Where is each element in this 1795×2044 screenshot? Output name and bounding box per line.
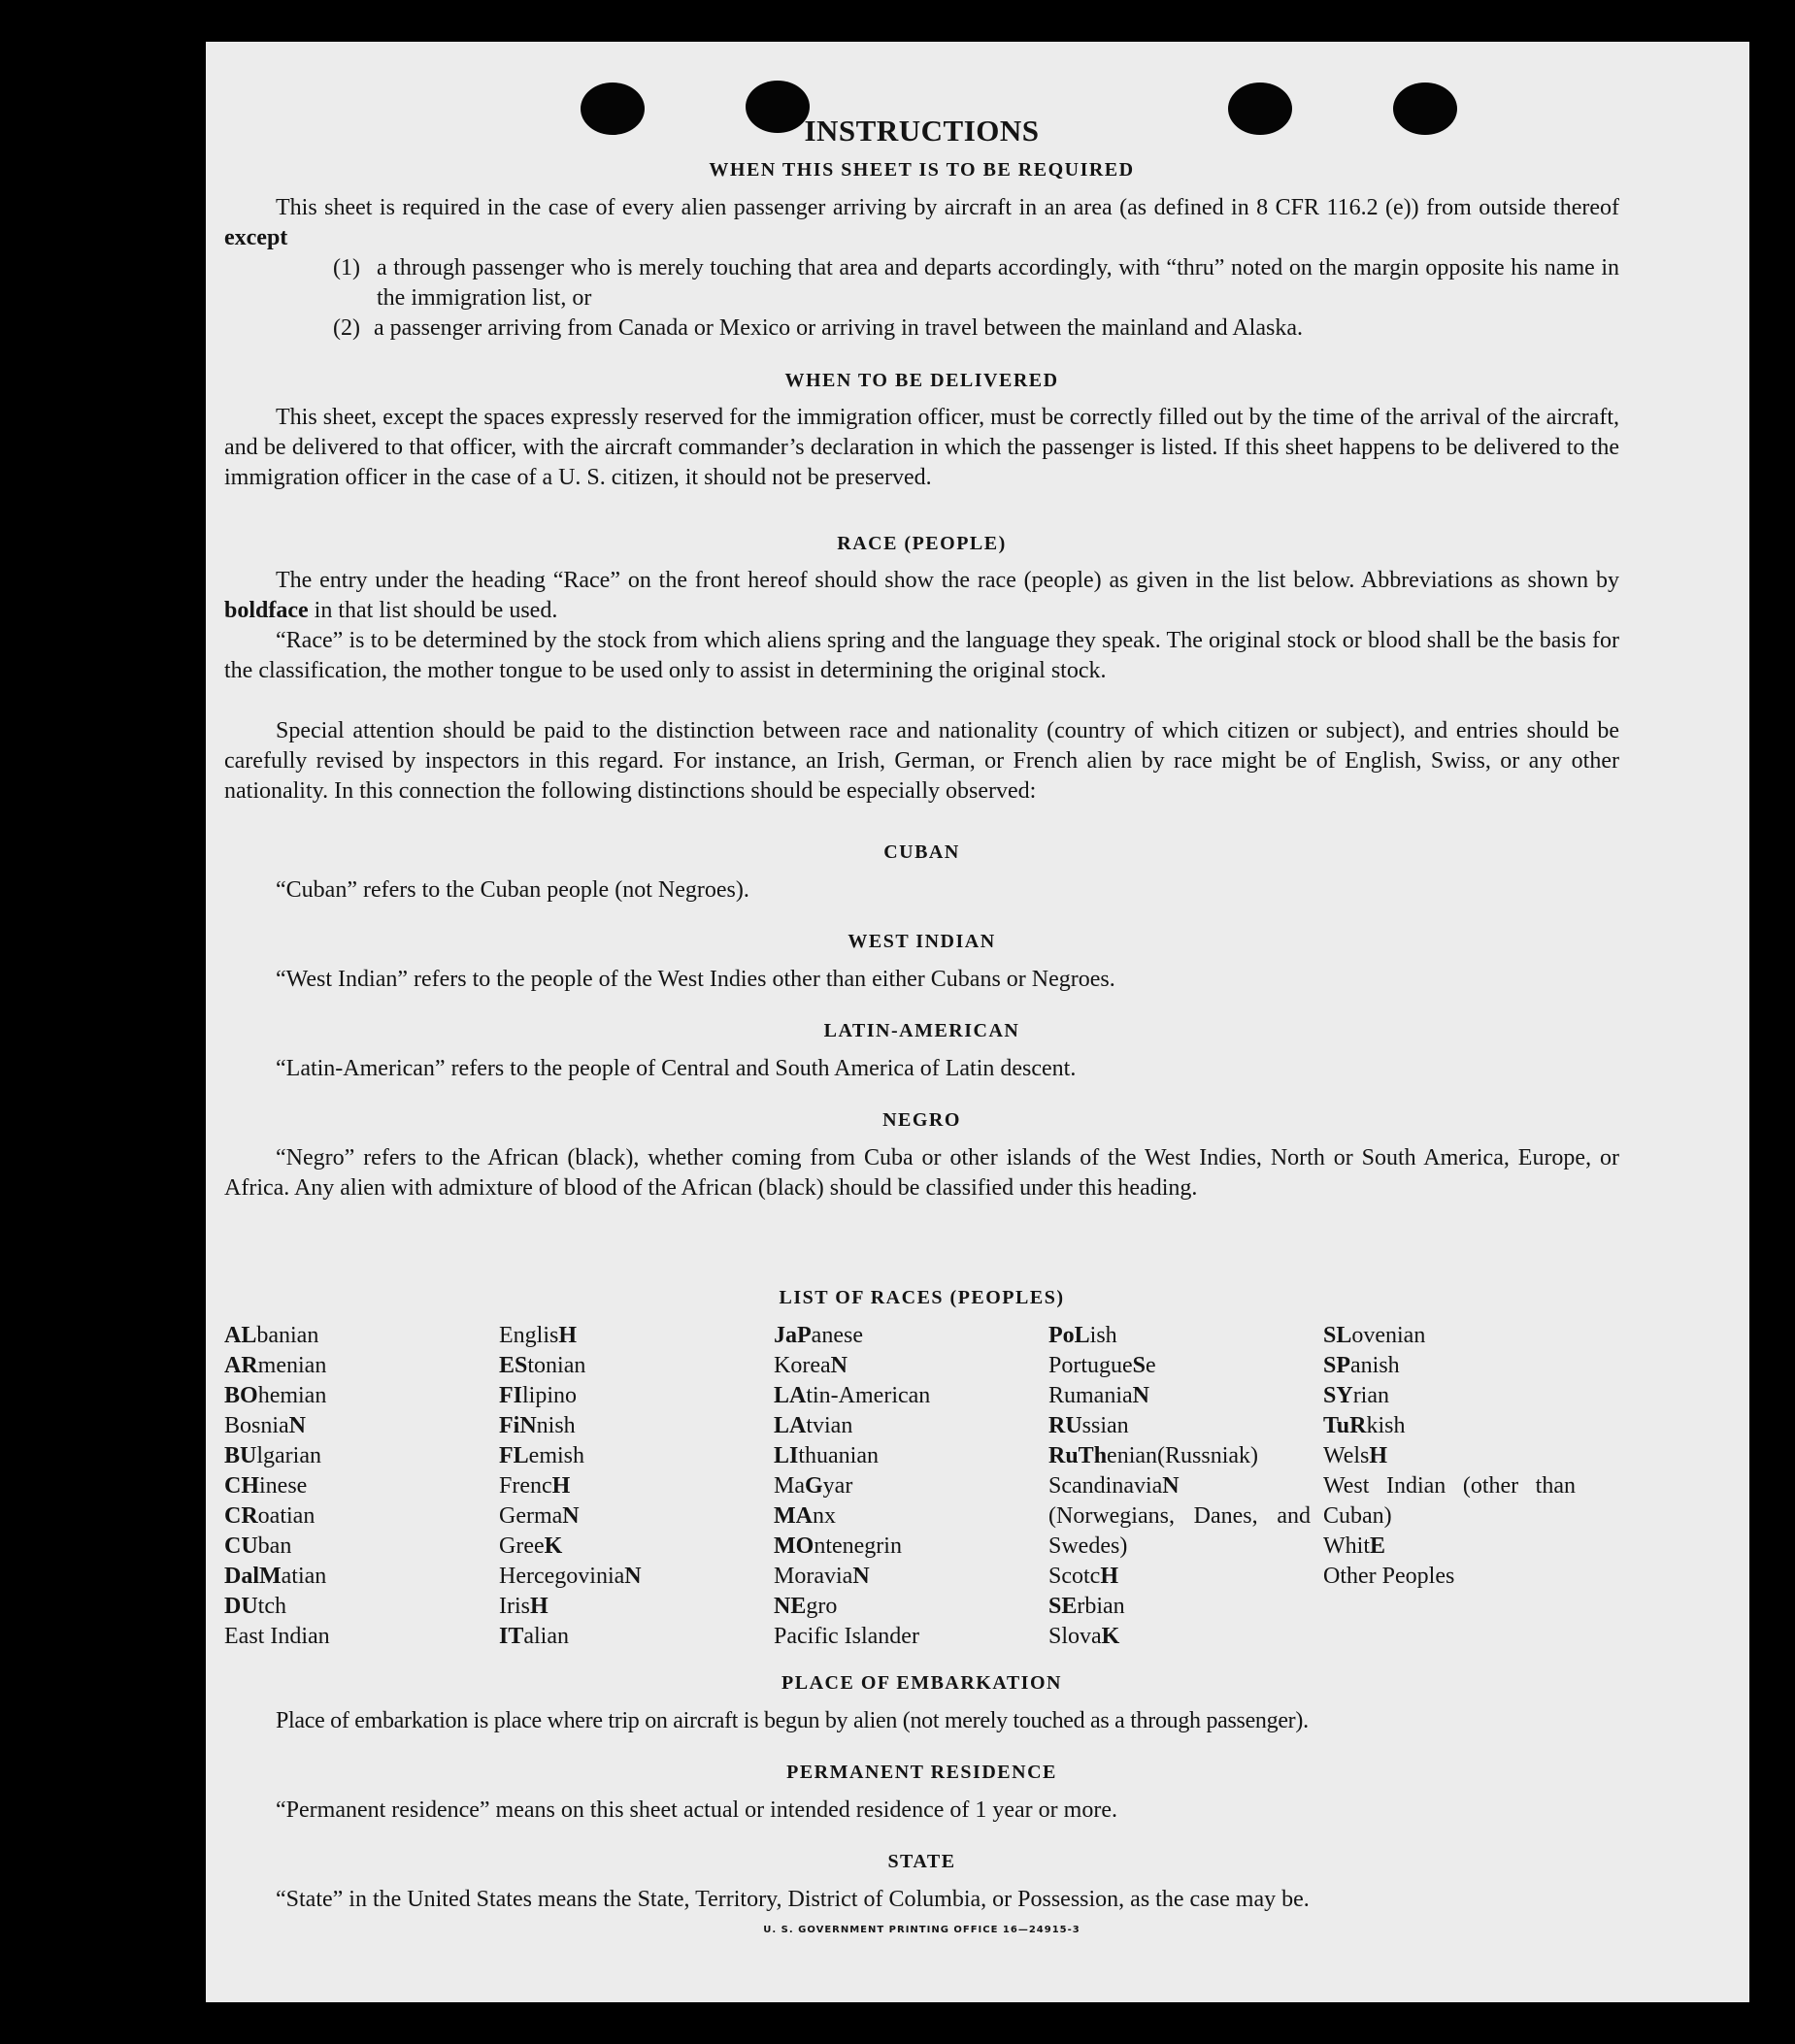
paragraph-cuban: “Cuban” refers to the Cuban people (not Negroes). (276, 877, 749, 903)
race-entry: BosniaN (224, 1413, 307, 1438)
race-entry: East Indian (224, 1624, 330, 1649)
race-entry: FLemish (499, 1443, 584, 1468)
paragraph-when-delivered: This sheet, except the spaces expressly reserved for the immigration officer, must be correctly filled out by the time of the arrival of the aircraft, and be delivered to that officer, with the aircraft commander’s declaration in which the passenger is listed. If this sheet happens to be delivered to the immigration officer in the case of a U. S. citizen, it should not be preserved. (224, 405, 1619, 490)
races-column (1323, 1321, 1576, 1592)
paragraph-race-1: The entry under the heading “Race” on the front hereof should show the race (people) as given in the list below. Abbreviations as shown by boldface in that list should be used. (224, 568, 1619, 623)
race-entry: BOhemian (224, 1383, 327, 1408)
races-column (224, 1321, 496, 1652)
race-entry: SLovenian (1323, 1323, 1426, 1348)
race-entry: MaGyar (774, 1473, 853, 1499)
races-column (774, 1321, 1046, 1652)
race-entry: FIlipino (499, 1383, 578, 1408)
document-sheet (206, 42, 1749, 2002)
heading-state: STATE (887, 1851, 956, 1872)
race-entry: LAtvian (774, 1413, 853, 1438)
race-entry: LIthuanian (774, 1443, 879, 1468)
race-entry: NEgro (774, 1594, 838, 1619)
races-column (499, 1321, 771, 1652)
race-entry: DalMatian (224, 1564, 327, 1589)
heading-list-of-races: LIST OF RACES (PEOPLES) (779, 1287, 1065, 1308)
race-entry: ITalian (499, 1624, 569, 1649)
heading-race: RACE (PEOPLE) (837, 533, 1007, 554)
race-entry: RuThenian(Russniak) (1048, 1443, 1259, 1468)
paragraph-embarkation: Place of embarkation is place where trip on aircraft is begun by alien (not merely touched as a through passenger). (276, 1708, 1309, 1733)
race-entry: FrencH (499, 1473, 571, 1499)
paragraph-state: “State” in the United States means the State, Territory, District of Columbia, or Possession, as the case may be. (276, 1887, 1310, 1912)
race-entry: MAnx (774, 1503, 836, 1529)
race-entry: SlovaK (1048, 1624, 1120, 1649)
race-entry: DUtch (224, 1594, 286, 1619)
race-entry: JaPanese (774, 1323, 863, 1348)
race-entry: FiNnish (499, 1413, 576, 1438)
heading-embarkation: PLACE OF EMBARKATION (781, 1672, 1062, 1694)
race-entry: West Indian (other than Cuban) (1323, 1473, 1577, 1529)
race-entry: EnglisH (499, 1323, 578, 1348)
paragraph-negro: “Negro” refers to the African (black), whether coming from Cuba or other islands of the West Indies, North or South America, Europe, or Africa. Any alien with admixture of blood of the African (black) should be classified under this heading. (224, 1145, 1619, 1201)
heading-when-delivered: WHEN TO BE DELIVERED (784, 370, 1059, 391)
race-entry: HercegoviniaN (499, 1564, 642, 1589)
race-entry: EStonian (499, 1353, 586, 1378)
paragraph-race-2: “Race” is to be determined by the stock from which aliens spring and the language they speak. The original stock or blood shall be the basis for the classification, the mother tongue to be used only to assist in determining the original stock. (224, 628, 1619, 683)
race-entry: Other Peoples (1323, 1564, 1455, 1589)
heading-negro: NEGRO (882, 1109, 961, 1131)
heading-permanent-residence: PERMANENT RESIDENCE (786, 1762, 1057, 1783)
race-entry: IrisH (499, 1594, 548, 1619)
race-entry: SPanish (1323, 1353, 1400, 1378)
race-entry: PortugueSe (1048, 1353, 1156, 1378)
race-entry: PoLish (1048, 1323, 1117, 1348)
race-entry: CHinese (224, 1473, 308, 1499)
races-column (1048, 1321, 1311, 1652)
printer-imprint: U. S. GOVERNMENT PRINTING OFFICE 16—24915-3 (763, 1925, 1080, 1935)
page-title: INSTRUCTIONS (804, 114, 1040, 148)
race-entry: ScotcH (1048, 1564, 1118, 1589)
race-entry: SErbian (1048, 1594, 1125, 1619)
race-entry: ScandinaviaN (Norwegians, Danes, and Swedes) (1048, 1473, 1311, 1559)
race-entry: SYrian (1323, 1383, 1389, 1408)
race-entry: KoreaN (774, 1353, 848, 1378)
race-entry: WelsH (1323, 1443, 1388, 1468)
list-item: (1) a through passenger who is merely touching that area and departs accordingly, with “thru” noted on the margin opposite his name in the immigration list, or (333, 255, 1619, 311)
paragraph-race-3: Special attention should be paid to the distinction between race and nationality (country of which citizen or subject), and entries should be carefully revised by inspectors in this regard. For instance, an Irish, German, or French alien by race might be of English, Swiss, or any other nationality. In this connection the following distinctions should be especially observed: (224, 718, 1619, 804)
race-entry: MoraviaN (774, 1564, 870, 1589)
race-entry: RUssian (1048, 1413, 1129, 1438)
race-entry: TuRkish (1323, 1413, 1406, 1438)
paragraph-west-indian: “West Indian” refers to the people of the West Indies other than either Cubans or Negroes. (276, 967, 1115, 992)
race-entry: ALbanian (224, 1323, 319, 1348)
race-entry: GreeK (499, 1533, 563, 1559)
race-entry: MOntenegrin (774, 1533, 902, 1559)
race-entry: Pacific Islander (774, 1624, 919, 1649)
race-entry: CUban (224, 1533, 292, 1559)
race-entry: RumaniaN (1048, 1383, 1149, 1408)
race-entry: WhitE (1323, 1533, 1386, 1559)
paragraph-when-required: This sheet is required in the case of every alien passenger arriving by aircraft in an area (as defined in 8 CFR 116.2 (e)) from outside thereof except (224, 195, 1619, 250)
race-entry: LAtin-American (774, 1383, 931, 1408)
heading-latin-american: LATIN-AMERICAN (823, 1020, 1020, 1041)
race-entry: GermaN (499, 1503, 580, 1529)
race-entry: CRoatian (224, 1503, 316, 1529)
heading-cuban: CUBAN (883, 841, 960, 863)
paragraph-permanent-residence: “Permanent residence” means on this sheet actual or intended residence of 1 year or more. (276, 1797, 1117, 1823)
race-entry: BUlgarian (224, 1443, 321, 1468)
race-entry: ARmenian (224, 1353, 327, 1378)
paragraph-latin-american: “Latin-American” refers to the people of Central and South America of Latin descent. (276, 1056, 1077, 1081)
heading-west-indian: WEST INDIAN (848, 931, 996, 952)
list-item: (2) a passenger arriving from Canada or Mexico or arriving in travel between the mainland and Alaska. (333, 315, 1303, 341)
heading-when-required: WHEN THIS SHEET IS TO BE REQUIRED (709, 159, 1135, 181)
